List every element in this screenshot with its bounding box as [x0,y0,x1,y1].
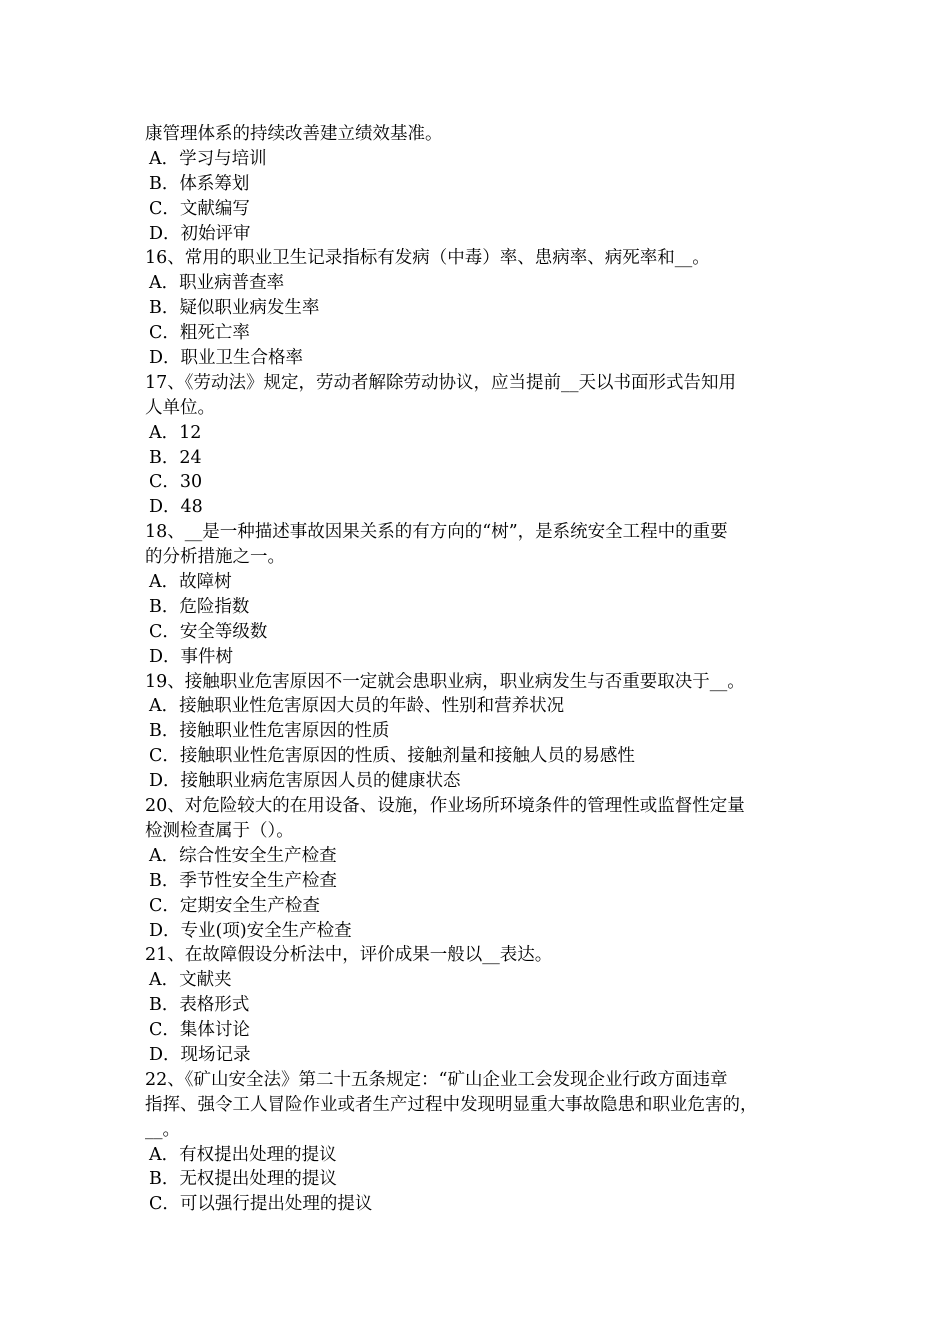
question-text-line: 康管理体系的持续改善建立绩效基准。 [145,124,443,144]
answer-option: B．无权提出处理的提议 [149,1169,337,1190]
answer-option: C．集体讨论 [149,1020,250,1041]
question-text-line: 16、常用的职业卫生记录指标有发病（中毒）率、患病率、病死率和__。 [145,248,710,269]
document-page [145,122,825,1217]
answer-option: D．48 [149,497,203,518]
answer-option: B．疑似职业病发生率 [149,298,320,319]
answer-option: A．综合性安全生产检查 [149,845,337,866]
answer-option: B．体系筹划 [149,173,250,194]
answer-option: A．12 [149,422,202,443]
question-text-line: 18、__是一种描述事故因果关系的有方向的“树”，是系统安全工程中的重要 [145,522,728,543]
answer-option: A．学习与培训 [149,148,267,169]
answer-option: D．现场记录 [149,1044,251,1065]
answer-option: A．职业病普查率 [149,273,285,294]
question-text-line: 19、接触职业危害原因不一定就会患职业病，职业病发生与否重要取决于__。 [145,671,745,692]
answer-option: B．接触职业性危害原因的性质 [149,721,390,742]
answer-option: D．事件树 [149,646,234,667]
answer-option: C．定期安全生产检查 [149,895,320,916]
question-text-line: __。 [145,1119,180,1140]
answer-option: C．粗死亡率 [149,323,250,344]
answer-option: D．初始评审 [149,223,251,244]
answer-option: D．职业卫生合格率 [149,348,304,369]
answer-option: A．故障树 [149,572,232,593]
question-text-line: 17、《劳动法》规定，劳动者解除劳动协议，应当提前__天以书面形式告知用 [145,372,737,393]
answer-option: C．安全等级数 [149,621,268,642]
answer-option: B．危险指数 [149,596,250,617]
answer-option: C．30 [149,472,203,493]
answer-option: B．表格形式 [149,995,250,1016]
question-text-line: 的分析措施之一。 [145,547,285,568]
question-text-line: 检测检查属于（）。 [145,820,294,841]
question-text-line: 人单位。 [145,397,215,418]
answer-option: C．文献编写 [149,198,250,219]
answer-option: A．接触职业性危害原因大员的年龄、性别和营养状况 [149,696,565,717]
question-text-line: 指挥、强令工人冒险作业或者生产过程中发现明显重大事故隐患和职业危害的， [145,1094,758,1115]
answer-option: A．文献夹 [149,970,232,991]
question-text-line: 20、对危险较大的在用设备、设施，作业场所环境条件的管理性或监督性定量 [145,796,745,817]
answer-option: A．有权提出处理的提议 [149,1144,337,1165]
question-text-line: 21、在故障假设分析法中，评价成果一般以__表达。 [145,945,553,966]
answer-option: B．季节性安全生产检查 [149,870,337,891]
question-text-line: 22、《矿山安全法》第二十五条规定：“矿山企业工会发现企业行政方面违章 [145,1069,728,1090]
answer-option: C．接触职业性危害原因的性质、接触剂量和接触人员的易感性 [149,746,635,767]
answer-option: D．专业(项)安全生产检查 [149,920,352,941]
answer-option: C．可以强行提出处理的提议 [149,1194,373,1215]
answer-option: B．24 [149,447,202,468]
answer-option: D．接触职业病危害原因人员的健康状态 [149,771,461,792]
